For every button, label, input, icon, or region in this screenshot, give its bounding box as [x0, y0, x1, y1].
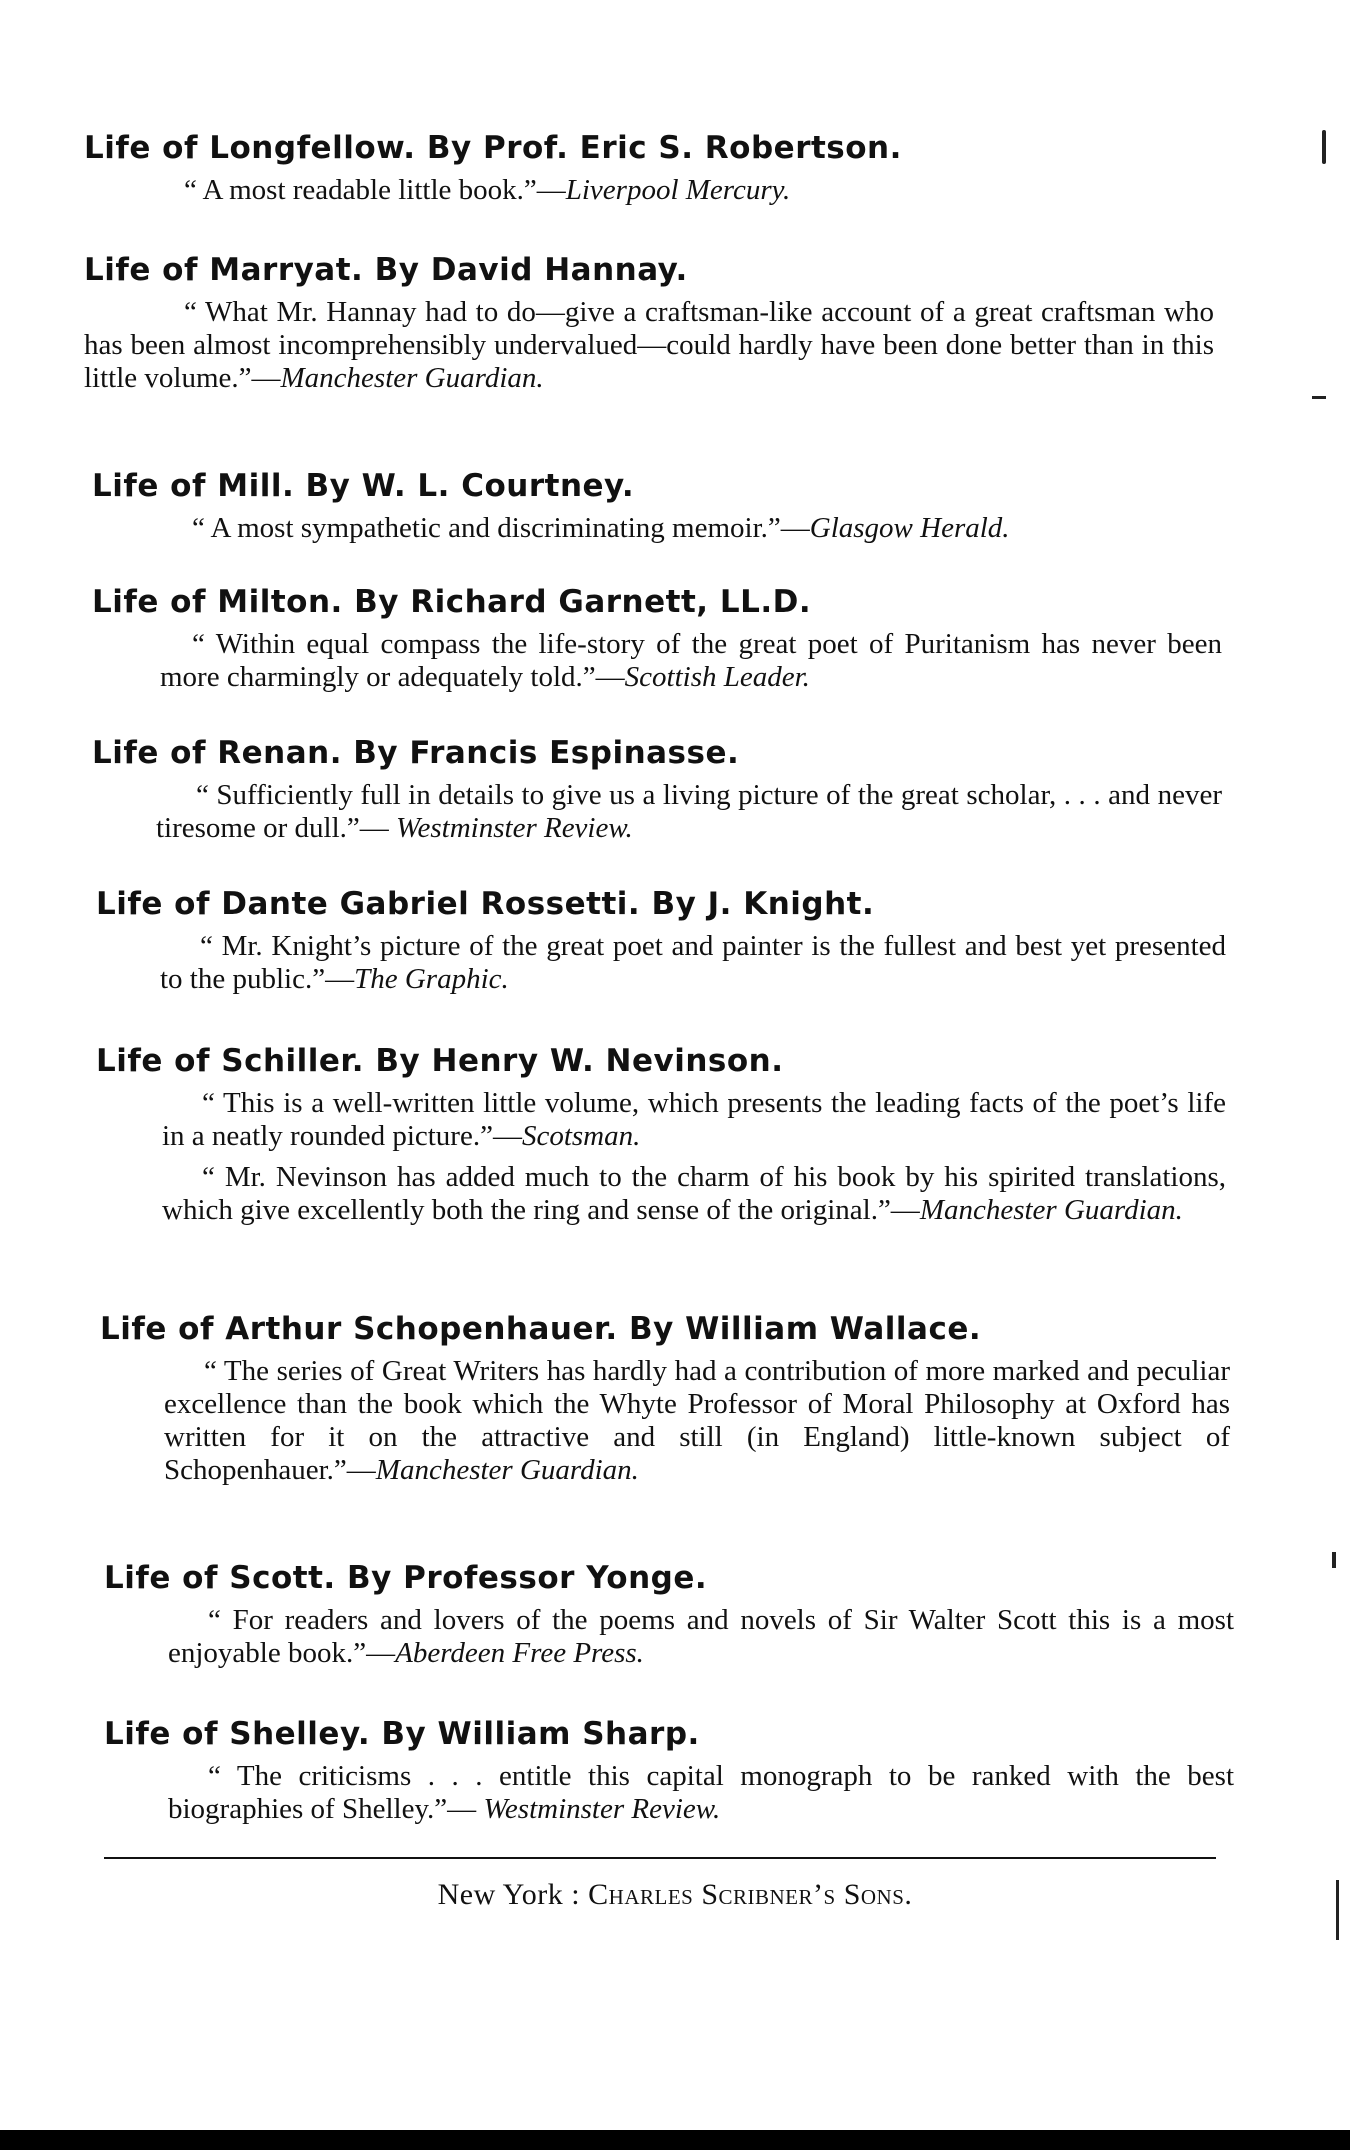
- footer-divider: [104, 1857, 1216, 1859]
- scan-mark: [1336, 1880, 1339, 1940]
- review-quote: “ The series of Great Writers has hardly had a contribution of more marked and peculiar excellence than the book which the Whyte Professor of Moral Philosophy at Oxford has written for it on the attractive and still (in England) little-known subject of Schopenhauer.”—Manchester Guardian.: [164, 1355, 1230, 1486]
- review-quote: “ Mr. Nevinson has added much to the charm of his book by his spirited translations, which give excellently both the ring and sense of the original.”—Manchester Guardian.: [162, 1161, 1226, 1226]
- scan-bottom-edge: [0, 2130, 1350, 2150]
- book-entry-scott: [104, 1558, 1234, 1670]
- review-source: Westminster Review.: [396, 812, 633, 844]
- book-entry-schiller: [96, 1041, 1226, 1227]
- review-quote: “ A most readable little book.”—Liverpool Mercury.: [184, 174, 791, 206]
- review-source: The Graphic.: [354, 963, 509, 995]
- book-entry-rossetti: [96, 884, 1226, 996]
- entry-heading: Life of Marryat. By David Hannay.: [84, 252, 688, 288]
- review-quote: “ What Mr. Hannay had to do—give a craftsman-like account of a great craftsman who has been almost incomprehensibly undervalued—could hardly have been done better than in this little volume.”—Manchester Guardian.: [84, 296, 1214, 394]
- book-entry-shelley: [104, 1714, 1234, 1826]
- review-source: Scotsman.: [521, 1120, 641, 1152]
- entry-heading: Life of Schiller. By Henry W. Nevinson.: [96, 1043, 784, 1079]
- entry-heading: Life of Shelley. By William Sharp.: [104, 1716, 700, 1752]
- entry-heading: Life of Mill. By W. L. Courtney.: [92, 468, 635, 504]
- review-quote: “ Mr. Knight’s picture of the great poet and painter is the fullest and best yet presented to the public.”—The Graphic.: [160, 930, 1226, 995]
- scan-mark: [1322, 130, 1326, 164]
- book-entry-mill: [92, 466, 1222, 545]
- review-quote: “ The criticisms . . . entitle this capital monograph to be ranked with the best biographies of Shelley.”— Westminster Review.: [168, 1760, 1234, 1825]
- book-entry-renan: [92, 733, 1222, 845]
- review-source: Scottish Leader.: [624, 661, 810, 693]
- review-source: Glasgow Herald.: [809, 512, 1010, 544]
- entry-heading: Life of Milton. By Richard Garnett, LL.D.: [92, 584, 812, 620]
- entry-heading: Life of Renan. By Francis Espinasse.: [92, 735, 740, 771]
- book-entry-schopenhauer: [100, 1309, 1230, 1487]
- book-entry-longfellow: [84, 128, 1214, 207]
- entry-heading: Life of Arthur Schopenhauer. By William Wallace.: [100, 1311, 982, 1347]
- review-quote: “ This is a well-written little volume, which presents the leading facts of the poet’s life in a neatly rounded picture.”—Scotsman.: [162, 1087, 1226, 1152]
- review-source: Westminster Review.: [483, 1793, 721, 1825]
- scan-mark: [1332, 1552, 1336, 1568]
- imprint-publisher: Charles Scribner’s Sons.: [588, 1878, 913, 1911]
- review-quote: “ A most sympathetic and discriminating memoir.”—Glasgow Herald.: [192, 512, 1010, 544]
- review-source: Liverpool Mercury.: [565, 174, 791, 206]
- imprint-place: New York :: [437, 1878, 589, 1911]
- publisher-imprint: [0, 1878, 1350, 1912]
- book-entry-marryat: [84, 250, 1214, 395]
- entry-heading: Life of Longfellow. By Prof. Eric S. Robertson.: [84, 130, 902, 166]
- review-source: Manchester Guardian.: [280, 362, 544, 394]
- entry-heading: Life of Dante Gabriel Rossetti. By J. Knight.: [96, 886, 875, 922]
- review-quote: “ Sufficiently full in details to give us a living picture of the great scholar, . . . and never tiresome or dull.”— Westminster Review.: [156, 779, 1222, 844]
- review-source: Manchester Guardian.: [375, 1454, 639, 1486]
- entry-heading: Life of Scott. By Professor Yonge.: [104, 1560, 708, 1596]
- review-source: Manchester Guardian.: [919, 1194, 1183, 1226]
- scan-mark: [1312, 396, 1326, 399]
- review-quote: “ For readers and lovers of the poems and novels of Sir Walter Scott this is a most enjoyable book.”—Aberdeen Free Press.: [168, 1604, 1234, 1669]
- review-source: Aberdeen Free Press.: [395, 1637, 644, 1669]
- review-quote: “ Within equal compass the life-story of the great poet of Puritanism has never been more charmingly or adequately told.”—Scottish Leader.: [160, 628, 1222, 693]
- book-entry-milton: [92, 582, 1222, 694]
